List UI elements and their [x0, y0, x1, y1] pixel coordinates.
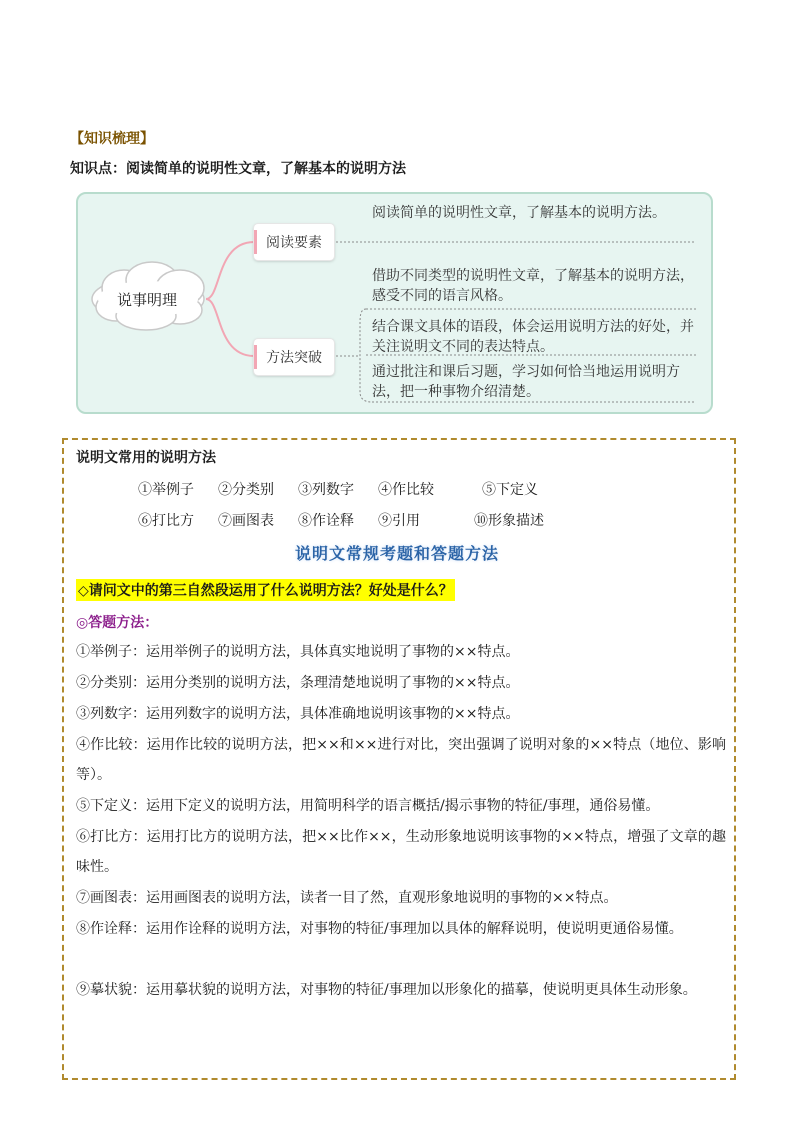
- branch-read-elements: [254, 224, 334, 260]
- answer-heading: ◎答题方法：: [76, 615, 159, 631]
- leaf-item: 借助不同类型的说明性文章，了解基本的说明方法，感受不同的语言风格。: [372, 268, 694, 304]
- answer-item: ⑨摹状貌：运用摹状貌的说明方法，对事物的特征/事理加以形象化的描摹，使说明更具体生动形象。: [76, 982, 697, 998]
- answer-item: ①举例子：运用举例子的说明方法，具体真实地说明了事物的××特点。: [76, 644, 520, 660]
- method-item: ②分类别: [218, 482, 274, 498]
- leaf-item: 阅读简单的说明性文章，了解基本的说明方法。: [372, 205, 666, 221]
- method-item: ①举例子: [138, 482, 194, 498]
- answer-item: ⑦画图表：运用画图表的说明方法，读者一目了然，直观形象地说明的事物的××特点。: [76, 890, 618, 906]
- answer-item: ③列数字：运用列数字的说明方法，具体准确地说明该事物的××特点。: [76, 706, 520, 722]
- method-item: ⑧作诠释: [298, 513, 354, 529]
- methods-title: 说明文常用的说明方法: [76, 450, 216, 466]
- method-item: ④作比较: [378, 482, 434, 498]
- method-item: ⑤下定义: [482, 482, 538, 498]
- knowledge-point: 知识点：阅读简单的说明性文章，了解基本的说明方法: [70, 161, 406, 177]
- answer-item: ②分类别：运用分类别的说明方法，条理清楚地说明了事物的××特点。: [76, 675, 520, 691]
- answer-item: ④作比较：运用作比较的说明方法，把××和××进行对比，突出强调了说明对象的××特点（地位、影响等）。: [76, 737, 726, 783]
- answer-item: ⑤下定义：运用下定义的说明方法，用简明科学的语言概括/揭示事物的特征/事理，通俗易懂。: [76, 798, 660, 814]
- answer-item: ⑧作诠释：运用作诠释的说明方法，对事物的特征/事理加以具体的解释说明，使说明更通俗易懂。: [76, 921, 683, 937]
- method-item: ⑥打比方: [138, 513, 194, 529]
- leaf-item: 结合课文具体的语段，体会运用说明方法的好处，并关注说明文不同的表达特点。: [372, 319, 694, 355]
- mindmap-root: 说事明理: [116, 291, 177, 309]
- method-item: ③列数字: [298, 482, 354, 498]
- answer-item: ⑥打比方：运用打比方的说明方法，把××比作××，生动形象地说明该事物的××特点，增强了文章的趣味性。: [76, 829, 726, 875]
- leaf-item: 通过批注和课后习题，学习如何恰当地运用说明方法，把一种事物介绍清楚。: [372, 364, 680, 400]
- branch-label: 阅读要素: [266, 235, 322, 251]
- branch-method-breakthrough: [254, 339, 334, 375]
- section-tag: 【知识梳理】: [70, 131, 154, 147]
- exam-title: 说明文常规考题和答题方法: [294, 544, 499, 563]
- method-item: ⑦画图表: [218, 513, 274, 529]
- method-item: ⑨引用: [378, 513, 420, 529]
- branch-label: 方法突破: [266, 350, 322, 366]
- method-item: ⑩形象描述: [474, 513, 544, 529]
- exam-question: ◇请问文中的第三自然段运用了什么说明方法？好处是什么？: [76, 579, 455, 601]
